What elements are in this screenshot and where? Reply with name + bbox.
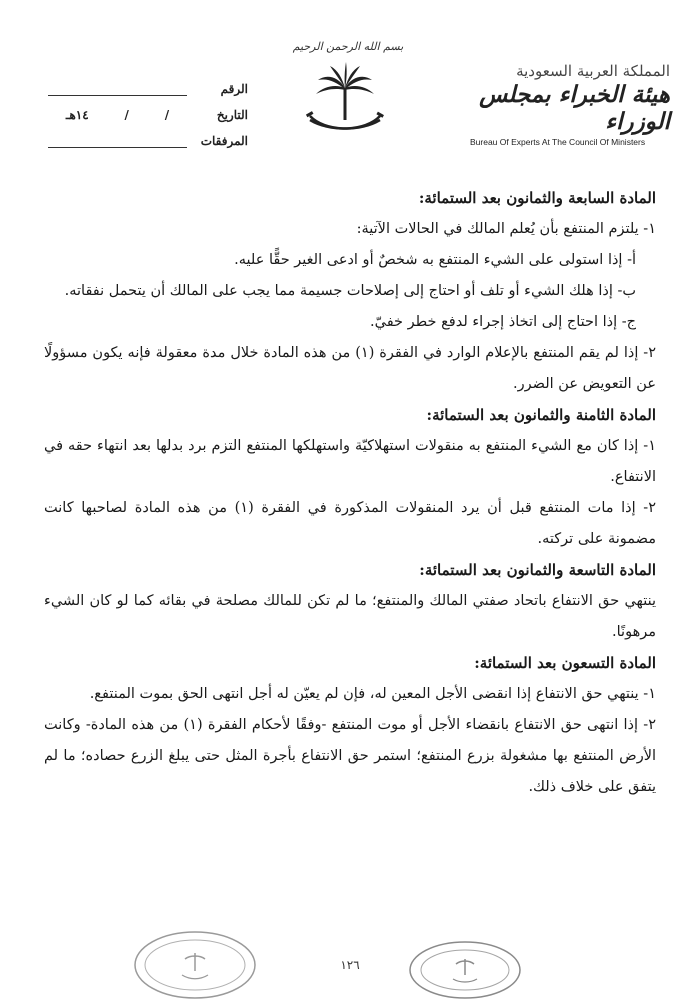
article-paragraph: ٢- إذا انتهى حق الانتفاع بانقضاء الأجل أو موت المنتفع -وفقًا لأحكام الفقرة (١) من هذه المادة- وكانت الأرض المنتفع بها مشغولة بزرع المنتفع؛ استمر حق الانتفاع بأجرة المثل حتى يبلغ الزرع حصاده؛ ما لم يتفق على خلاف ذلك. xyxy=(44,717,656,795)
number-label: الرقم xyxy=(220,82,248,96)
attachments-row xyxy=(48,122,248,148)
date-separator: / xyxy=(164,108,170,122)
bureau-name-english: Bureau Of Experts At The Council Of Ministers xyxy=(470,137,646,147)
number-row xyxy=(48,70,248,96)
official-stamp-icon xyxy=(130,925,260,1000)
document-meta xyxy=(48,70,248,148)
attachments-field xyxy=(48,133,187,148)
article-paragraph: ١- إذا كان مع الشيء المنتفع به منقولات استهلاكيّة واستهلكها المنتفع التزم برد بدلها بعد انتهاء حقه في الانتفاع. xyxy=(44,438,656,485)
page-number: ١٢٦ xyxy=(340,958,360,972)
date-label: التاريخ xyxy=(216,108,248,122)
basmala: بسم الله الرحمن الرحيم xyxy=(292,40,404,53)
article-heading: المادة السابعة والثمانون بعد الستمائة: xyxy=(418,189,656,207)
article-heading: المادة الثامنة والثمانون بعد الستمائة: xyxy=(426,406,656,424)
article-heading: المادة التاسعة والثمانون بعد الستمائة: xyxy=(419,561,656,579)
date-separator: / xyxy=(124,108,129,122)
date-suffix: ١٤هـ xyxy=(65,108,89,122)
bureau-logo xyxy=(470,62,670,147)
number-field xyxy=(48,81,187,96)
article-paragraph: ١- يلتزم المنتفع بأن يُعلم المالك في الحالات الآتية: xyxy=(356,221,656,237)
article-subparagraph: ج- إذا احتاج إلى اتخاذ إجراء لدفع خطر خفيّ. xyxy=(370,314,636,330)
article-paragraph: ينتهي حق الانتفاع باتحاد صفتي المالك والمنتفع؛ ما لم تكن للمالك مصلحة في بقائه كما لو كان الشيء مرهونًا. xyxy=(44,593,656,640)
date-field xyxy=(48,108,187,122)
bureau-name-arabic: هيئة الخبراء بمجلس الوزراء xyxy=(479,81,670,135)
article-paragraph: ٢- إذا مات المنتفع قبل أن يرد المنقولات المذكورة في الفقرة (١) من هذه المادة لصاحبها كانت مضمونة على تركته. xyxy=(44,500,657,547)
date-row xyxy=(48,96,248,122)
kingdom-name: المملكة العربية السعودية xyxy=(516,62,670,80)
article-subparagraph: ب- إذا هلك الشيء أو تلف أو احتاج إلى إصلاحات جسيمة مما يجب على المالك أن يتحمل نفقاته. xyxy=(64,283,636,299)
article-heading: المادة التسعون بعد الستمائة: xyxy=(474,654,656,672)
official-stamp-icon xyxy=(405,935,525,1000)
palm-swords-emblem-icon xyxy=(300,58,390,138)
document-body xyxy=(44,183,656,803)
article-paragraph: ٢- إذا لم يقم المنتفع بالإعلام الوارد في الفقرة (١) من هذه المادة خلال مدة معقولة فإنه يكون مسؤولًا عن التعويض عن الضرر. xyxy=(44,345,656,392)
attachments-label: المرفقات xyxy=(200,134,248,148)
article-subparagraph: أ- إذا استولى على الشيء المنتفع به شخصٌ أو ادعى الغير حقًّا عليه. xyxy=(234,252,636,268)
article-paragraph: ١- ينتهي حق الانتفاع إذا انقضى الأجل المعين له، فإن لم يعيّن له أجل انتهى الحق بموت المنتفع. xyxy=(89,686,656,702)
